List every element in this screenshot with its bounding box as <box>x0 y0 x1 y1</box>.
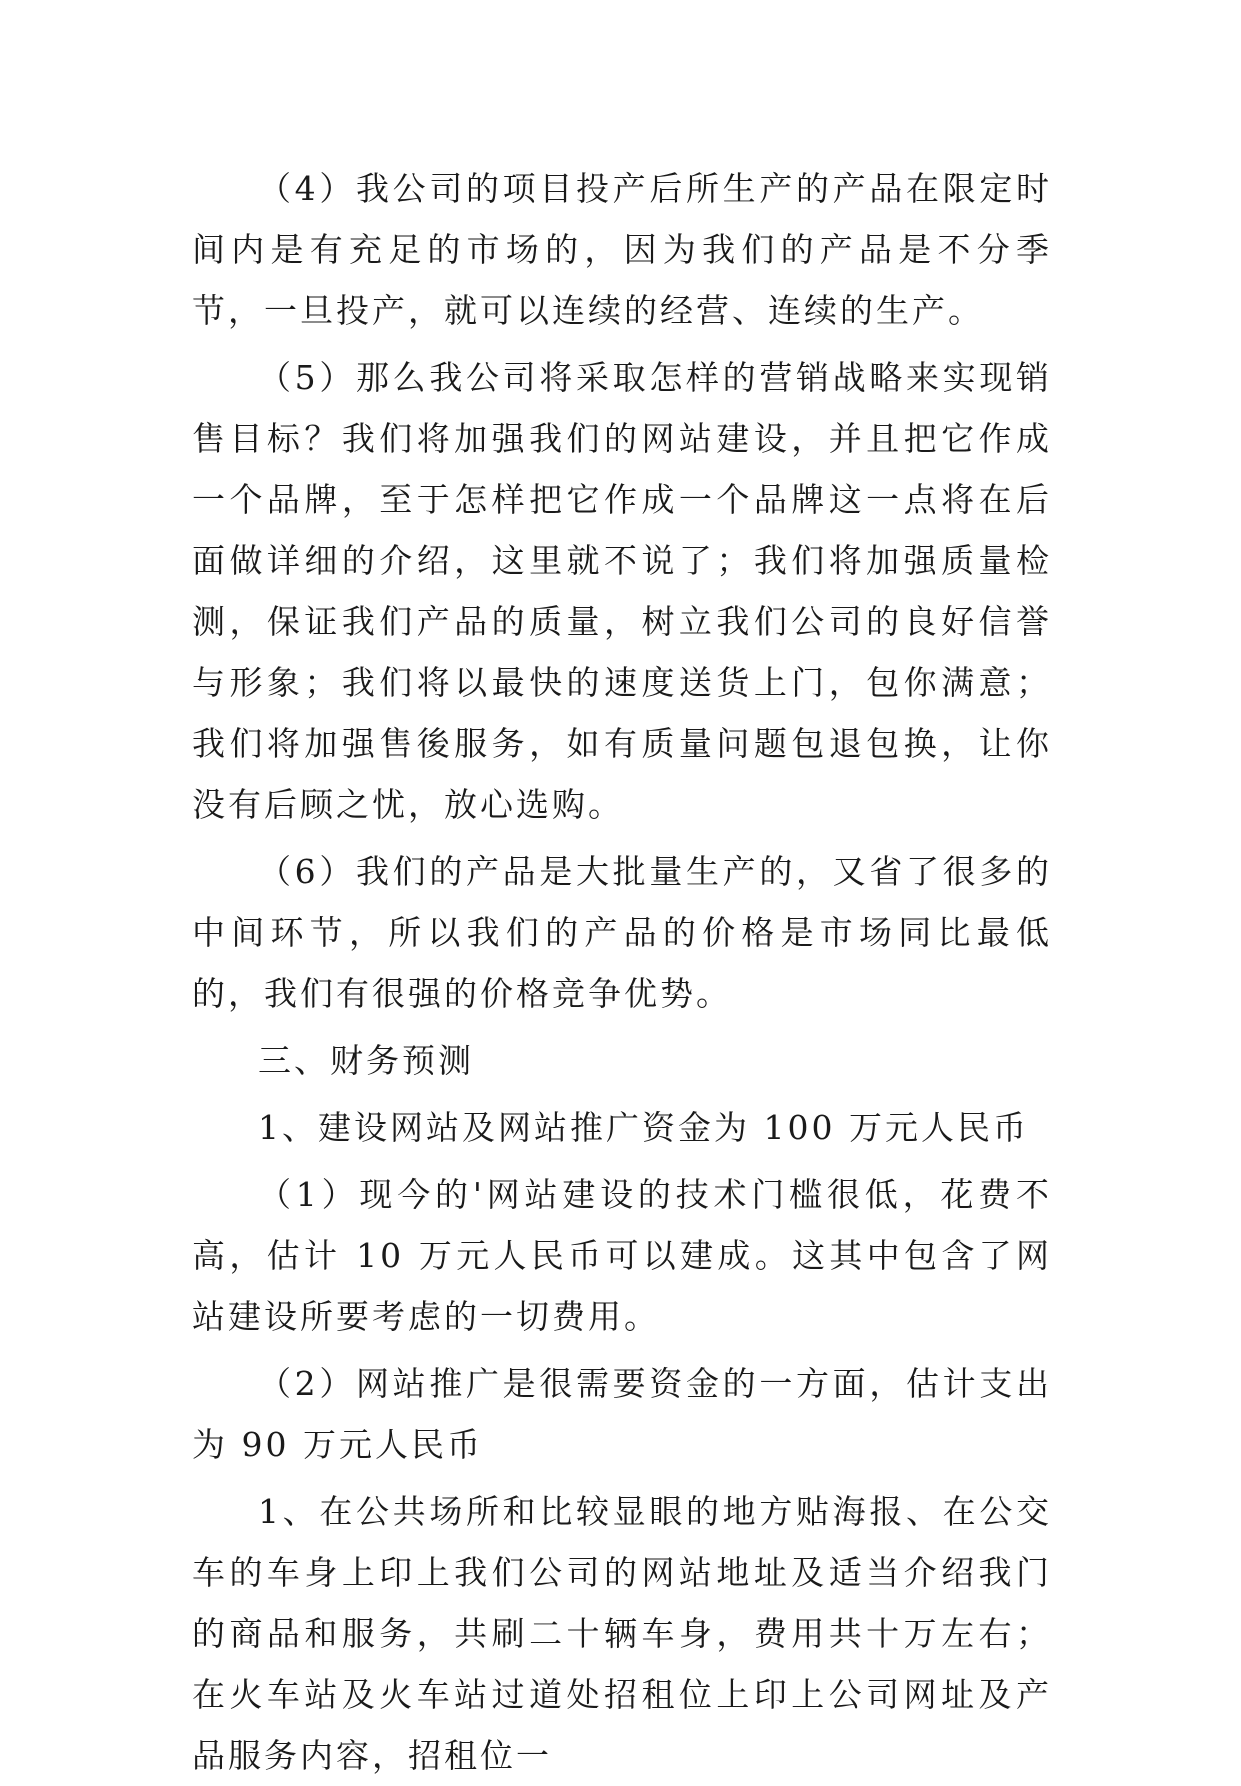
paragraph-6: （6）我们的产品是大批量生产的，又省了很多的中间环节，所以我们的产品的价格是市场同比最低的，我们有很强的价格竞争优势。 <box>192 852 1052 1013</box>
paragraph-4: （4）我公司的项目投产后所生产的产品在限定时间内是有充足的市场的，因为我们的产品是不分季节，一旦投产，就可以连续的经营、连续的生产。 <box>192 169 1052 330</box>
section-heading-financial-forecast: 三、财务预测 <box>258 1041 474 1080</box>
item-website-promotion-cost: （2）网站推广是很需要资金的一方面，估计支出为 90 万元人民币 <box>192 1364 1052 1464</box>
item-promotion-posters: 1、在公共场所和比较显眼的地方贴海报、在公交车的车身上印上我们公司的网站地址及适当介绍我门的商品和服务，共刷二十辆车身，费用共十万左右；在火车站及火车站过道处招租位上印上公司网址及产品服务内容，招租位一 <box>192 1492 1052 1775</box>
paragraph-5: （5）那么我公司将采取怎样的营销战略来实现销售目标？我们将加强我们的网站建设，并且把它作成一个品牌，至于怎样把它作成一个品牌这一点将在后面做详细的介绍，这里就不说了；我们将加强质量检测，保证我们产品的质量，树立我们公司的良好信誉与形象；我们将以最快的速度送货上门，包你满意；我们将加强售後服务，如有质量问题包退包换，让你没有后顾之忧，放心选购。 <box>192 358 1052 824</box>
item-website-funding: 1、建设网站及网站推广资金为 100 万元人民币 <box>258 1108 1029 1147</box>
document-page <box>192 158 1052 1786</box>
item-website-building-cost: （1）现今的'网站建设的技术门槛很低，花费不高，估计 10 万元人民币可以建成。这其中包含了网站建设所要考虑的一切费用。 <box>192 1175 1052 1336</box>
